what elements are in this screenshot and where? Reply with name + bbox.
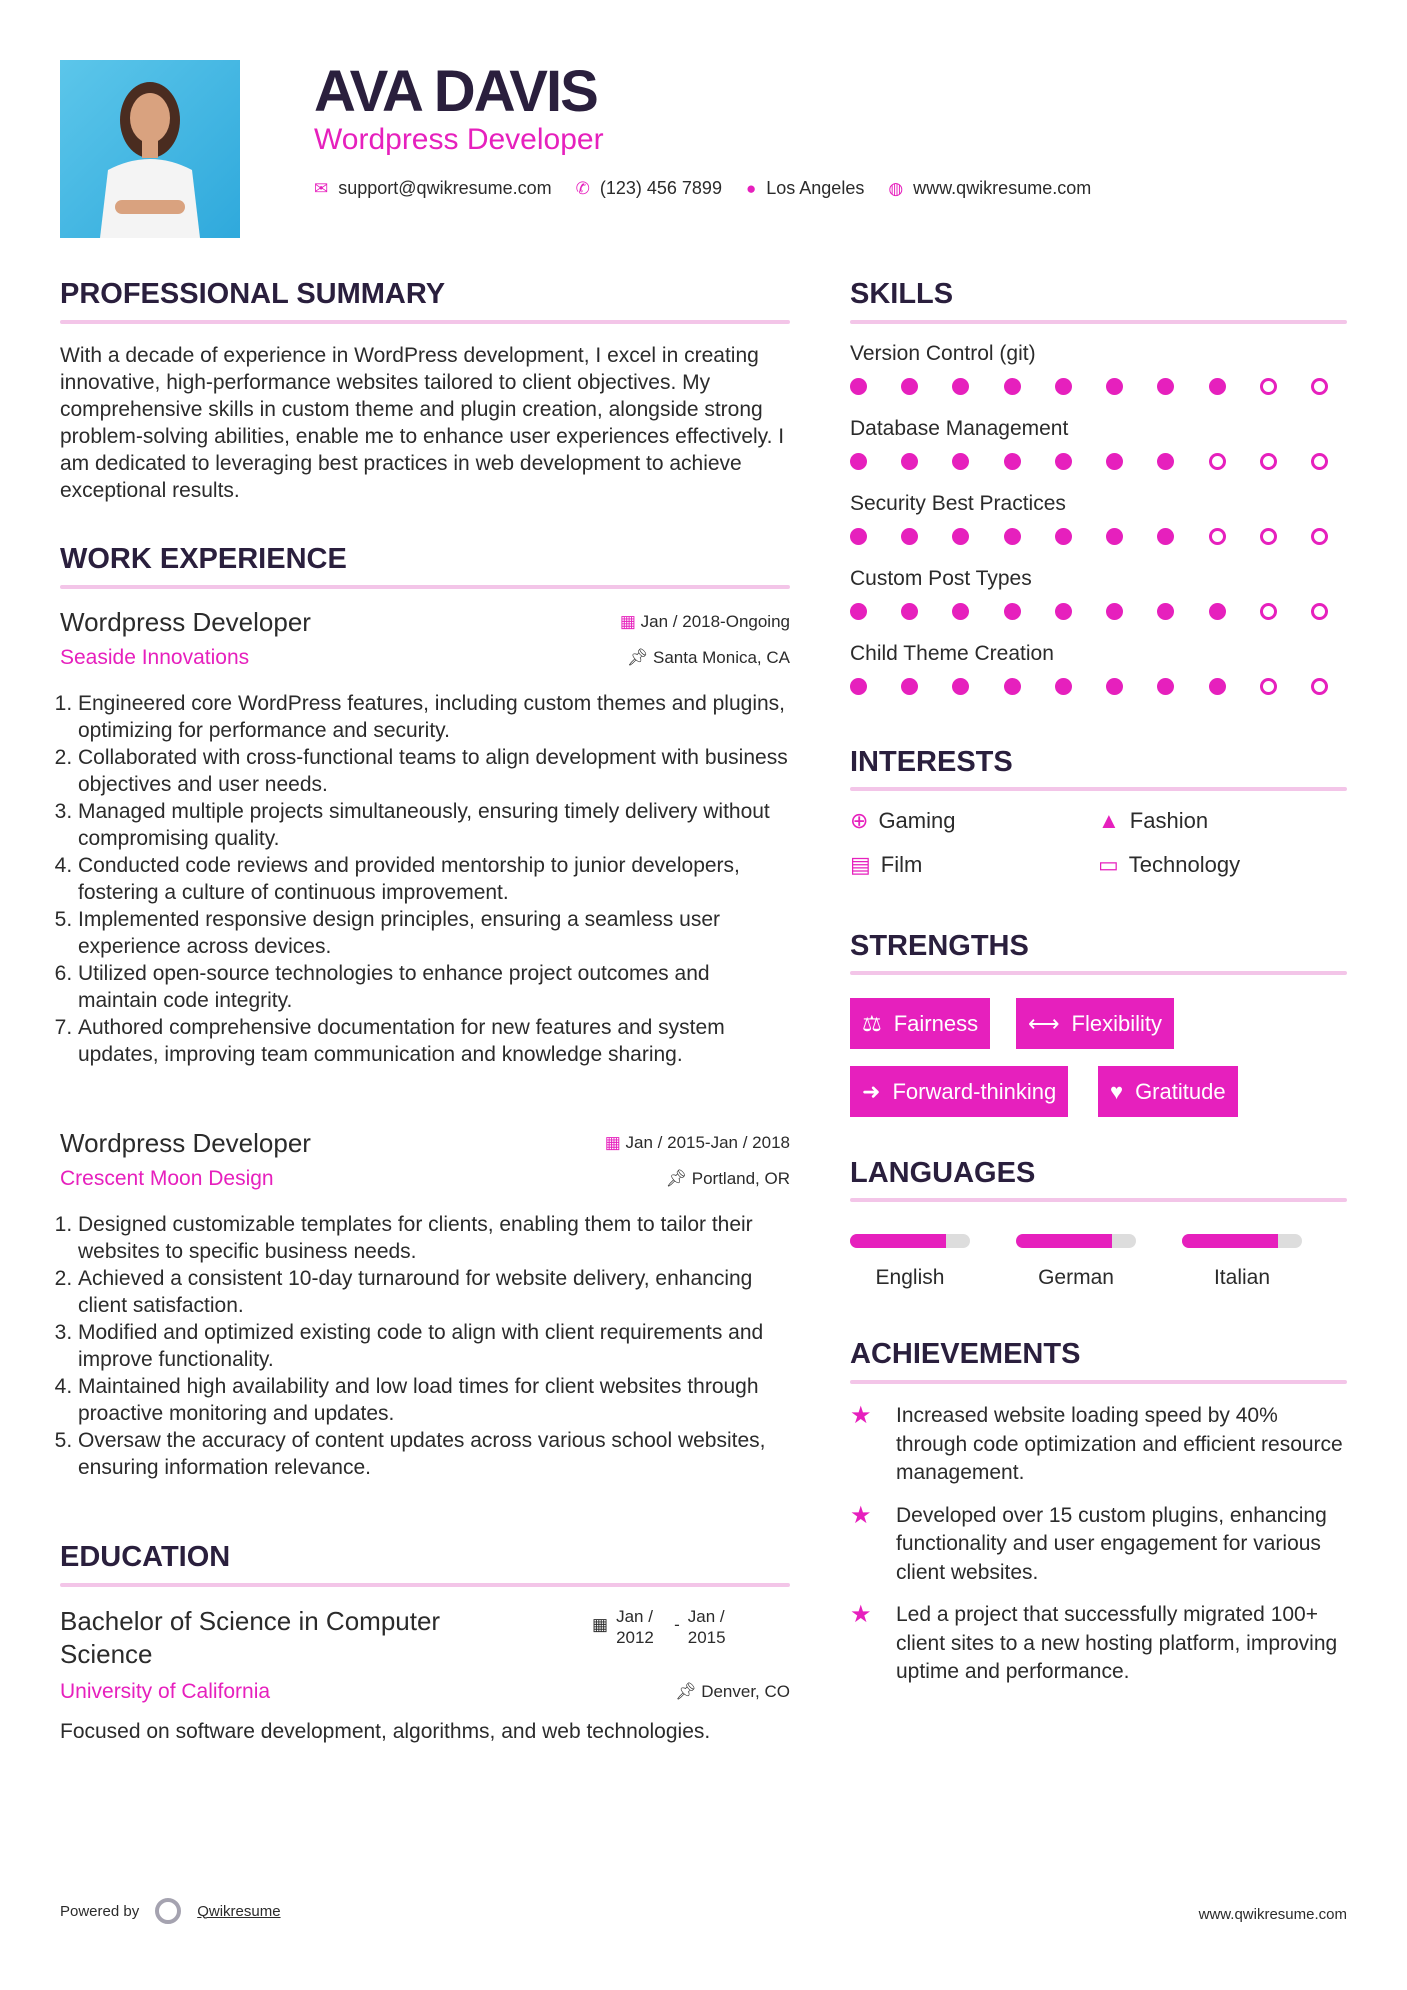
company: Seaside Innovations	[60, 646, 250, 669]
rating-dot-filled	[1055, 678, 1072, 695]
rating-dot-filled	[1004, 453, 1021, 470]
language-level-bar	[1016, 1234, 1136, 1248]
bullet: 1. Designed customizable templates for clients, enabling them to tailor their websites to specific business needs.	[78, 1211, 790, 1265]
achievements-heading: ACHIEVEMENTS	[850, 1338, 1081, 1370]
interest-item	[850, 852, 1098, 878]
education-description: Focused on software development, algorithms, and web technologies.	[60, 1720, 711, 1743]
education-location-wrap	[600, 1682, 790, 1702]
rating-dot-empty	[1311, 528, 1328, 545]
bullet: 4. Conducted code reviews and provided mentorship to junior developers, fostering a culture of continuous improvement.	[78, 852, 790, 906]
rating-dot-empty	[1311, 678, 1328, 695]
achievements-list	[850, 1402, 1350, 1687]
skill-name: Version Control (git)	[850, 342, 1036, 365]
achievement-item	[850, 1402, 1350, 1488]
strength-label: Flexibility	[1071, 1010, 1163, 1036]
rating-dot-filled	[1209, 603, 1226, 620]
achievement-item	[850, 1502, 1350, 1588]
website[interactable]: www.qwikresume.com	[913, 178, 1092, 198]
job-dates: Jan / 2015-Jan / 2018	[625, 1133, 790, 1152]
language-name: English	[875, 1266, 945, 1289]
candidate-title: Wordpress Developer	[314, 123, 604, 156]
phone-icon: ✆	[575, 178, 590, 198]
bullet: 7. Authored comprehensive documentation for new features and system updates, improving team communication and knowledge sharing.	[78, 1014, 790, 1068]
skill-item	[850, 417, 1328, 492]
profile-photo	[60, 60, 240, 238]
skill-item	[850, 642, 1328, 717]
achievement-item	[850, 1601, 1350, 1687]
language-name: German	[1038, 1266, 1114, 1289]
rating-dot-empty	[1311, 378, 1328, 395]
rating-dot-filled	[1157, 453, 1174, 470]
footer-website[interactable]: www.qwikresume.com	[1198, 1906, 1347, 1923]
rating-dot-filled	[1106, 378, 1123, 395]
education-heading: EDUCATION	[60, 1541, 231, 1573]
rating-dot-filled	[1209, 378, 1226, 395]
rating-dot-filled	[1055, 603, 1072, 620]
job-title: Wordpress Developer	[60, 606, 311, 637]
strength-label: Forward-thinking	[892, 1078, 1057, 1104]
language-level-fill	[1016, 1234, 1112, 1248]
language-item	[1016, 1234, 1136, 1290]
job-location: Santa Monica, CA	[652, 648, 790, 667]
skill-name: Database Management	[850, 417, 1069, 440]
bullet: 5. Implemented responsive design principles, ensuring a seamless user experience across devices.	[78, 906, 790, 960]
pin-icon: 📌︎	[674, 1682, 697, 1701]
envelope-icon: ✉	[314, 178, 329, 198]
bullet: 5. Oversaw the accuracy of content updates across various school websites, ensuring information relevance.	[78, 1427, 790, 1481]
rating-dot-filled	[1055, 528, 1072, 545]
rating-dot-filled	[1209, 678, 1226, 695]
qwikresume-link[interactable]: Qwikresume	[197, 1902, 281, 1920]
rating-dot-filled	[1106, 603, 1123, 620]
arrows-h-icon: ⟷	[1028, 1010, 1060, 1036]
education-dates	[592, 1606, 738, 1648]
interest-item	[1098, 808, 1346, 834]
job-bullets	[60, 690, 790, 1068]
calendar-icon: ▦	[619, 612, 636, 631]
rating-dot-empty	[1260, 378, 1277, 395]
laptop-icon: ▭	[1098, 852, 1119, 877]
skills-list	[850, 342, 1328, 717]
contact-bar	[314, 178, 1091, 199]
rating-dot-filled	[901, 678, 918, 695]
achievement-text: Increased website loading speed by 40% through code optimization and efficient resource management.	[896, 1404, 1343, 1484]
star-icon: ★	[850, 1601, 872, 1628]
rating-dot-empty	[1209, 528, 1226, 545]
rating-dot-filled	[952, 678, 969, 695]
rating-dot-filled	[1055, 378, 1072, 395]
interests-heading: INTERESTS	[850, 746, 1013, 778]
divider	[850, 1380, 1347, 1384]
interest-label: Fashion	[1129, 808, 1209, 833]
rating-dot-empty	[1209, 453, 1226, 470]
skill-rating	[850, 603, 1328, 620]
rating-dot-filled	[1157, 678, 1174, 695]
skill-item	[850, 342, 1328, 417]
skill-name: Custom Post Types	[850, 567, 1032, 590]
bullet: 2. Achieved a consistent 10-day turnaround for website delivery, enhancing client satisfaction.	[78, 1265, 790, 1319]
shopping-bag-icon: ▲	[1098, 808, 1120, 833]
rating-dot-empty	[1311, 603, 1328, 620]
language-level-bar	[850, 1234, 970, 1248]
job-title: Wordpress Developer	[60, 1127, 311, 1158]
skills-heading: SKILLS	[850, 278, 954, 310]
job-dates: Jan / 2018-Ongoing	[640, 612, 790, 631]
email[interactable]: support@qwikresume.com	[338, 178, 552, 198]
language-level-bar	[1182, 1234, 1302, 1248]
rating-dot-filled	[952, 528, 969, 545]
footer-powered	[60, 1898, 281, 1924]
skill-rating	[850, 378, 1328, 395]
candidate-name: AVA DAVIS	[314, 59, 597, 124]
language-item	[850, 1234, 970, 1290]
rating-dot-empty	[1311, 453, 1328, 470]
end-date: Jan / 2015	[687, 1607, 726, 1647]
school: University of California	[60, 1680, 271, 1703]
interest-item	[1098, 852, 1346, 878]
achievement-text: Led a project that successfully migrated 100+ client sites to a new hosting platform, improving uptime and performance.	[896, 1603, 1338, 1683]
rating-dot-filled	[1157, 603, 1174, 620]
heart-icon: ♥	[1110, 1078, 1124, 1104]
rating-dot-filled	[1055, 453, 1072, 470]
language-level-fill	[850, 1234, 946, 1248]
divider	[60, 585, 790, 589]
divider	[850, 1198, 1347, 1202]
rating-dot-filled	[1004, 678, 1021, 695]
bullet: 4. Maintained high availability and low load times for client websites through proactive monitoring and updates.	[78, 1373, 790, 1427]
rating-dot-filled	[1004, 378, 1021, 395]
rating-dot-filled	[850, 453, 867, 470]
rating-dot-filled	[1004, 603, 1021, 620]
location: Los Angeles	[766, 178, 865, 198]
film-icon: ▤	[850, 852, 871, 877]
gamepad-icon: ⊕	[850, 808, 869, 833]
rating-dot-filled	[901, 603, 918, 620]
rating-dot-empty	[1260, 453, 1277, 470]
language-name: Italian	[1213, 1266, 1271, 1289]
job-location: Portland, OR	[691, 1169, 790, 1188]
job-entry	[60, 1127, 790, 1481]
strength-chip	[850, 998, 990, 1049]
pin-icon: 📌︎	[665, 1169, 687, 1188]
skill-item	[850, 567, 1328, 642]
start-date: Jan / 2012	[616, 1607, 654, 1647]
rating-dot-empty	[1260, 528, 1277, 545]
rating-dot-filled	[850, 678, 867, 695]
divider	[60, 320, 790, 324]
star-icon: ★	[850, 1402, 872, 1429]
language-level-fill	[1182, 1234, 1278, 1248]
pin-icon: 📌︎	[626, 648, 649, 667]
languages-list	[850, 1234, 1302, 1290]
rating-dot-filled	[1157, 378, 1174, 395]
qwikresume-logo-icon	[155, 1898, 181, 1924]
skill-rating	[850, 678, 1328, 695]
job-bullets	[60, 1211, 790, 1481]
rating-dot-filled	[901, 378, 918, 395]
rating-dot-filled	[901, 453, 918, 470]
rating-dot-filled	[901, 528, 918, 545]
summary-text: With a decade of experience in WordPress development, I excel in creating innovative, high-performance websites tailored to client objectives. My comprehensive skills in custom theme and plugin creation, alongside strong problem-solving abilities, enable me to enhance user experiences effectively. I am dedicated to leveraging best practices in web development to achieve exceptional results.	[60, 344, 785, 502]
bullet: 6. Utilized open-source technologies to enhance project outcomes and maintain code integrity.	[78, 960, 790, 1014]
achievement-text: Developed over 15 custom plugins, enhancing functionality and user engagement for various client websites.	[896, 1503, 1327, 1584]
interest-label: Gaming	[878, 808, 956, 833]
interests-list	[850, 808, 1346, 878]
rating-dot-filled	[952, 603, 969, 620]
rating-dot-filled	[850, 378, 867, 395]
rating-dot-filled	[1106, 678, 1123, 695]
interest-label: Film	[880, 852, 923, 877]
skill-item	[850, 492, 1328, 567]
bullet: 1. Engineered core WordPress features, including custom themes and plugins, optimizing for performance and security.	[78, 690, 790, 744]
strength-chip	[850, 1066, 1068, 1117]
strengths-heading: STRENGTHS	[850, 930, 1029, 962]
skill-rating	[850, 453, 1328, 470]
education-location: Denver, CO	[701, 1682, 790, 1701]
rating-dot-filled	[1157, 528, 1174, 545]
skill-name: Security Best Practices	[850, 492, 1066, 515]
phone: (123) 456 7899	[599, 178, 722, 198]
powered-by-text: Powered by	[60, 1902, 140, 1920]
strength-label: Gratitude	[1135, 1078, 1226, 1104]
company: Crescent Moon Design	[60, 1167, 274, 1190]
skill-name: Child Theme Creation	[850, 642, 1054, 665]
divider	[850, 320, 1347, 324]
summary-heading: PROFESSIONAL SUMMARY	[60, 278, 446, 310]
rating-dot-empty	[1260, 603, 1277, 620]
bullet: 3. Managed multiple projects simultaneously, ensuring timely delivery without compromising quality.	[78, 798, 790, 852]
date-separator: -	[674, 1615, 680, 1634]
interest-label: Technology	[1128, 852, 1241, 877]
arrow-right-icon: ➜	[862, 1078, 881, 1104]
rating-dot-filled	[850, 528, 867, 545]
strength-chip	[1098, 1066, 1238, 1117]
rating-dot-filled	[1106, 528, 1123, 545]
divider	[850, 787, 1347, 791]
rating-dot-filled	[850, 603, 867, 620]
rating-dot-filled	[1004, 528, 1021, 545]
map-marker-icon: ●	[745, 178, 757, 198]
bullet: 2. Collaborated with cross-functional teams to align development with business objectives and user needs.	[78, 744, 790, 798]
star-icon: ★	[850, 1501, 872, 1529]
rating-dot-filled	[952, 453, 969, 470]
experience-heading: WORK EXPERIENCE	[60, 543, 347, 575]
divider	[850, 971, 1347, 975]
interest-item	[850, 808, 1098, 834]
rating-dot-filled	[1106, 453, 1123, 470]
degree: Bachelor of Science in Computer Science	[60, 1606, 441, 1669]
rating-dot-empty	[1260, 678, 1277, 695]
job-entry	[60, 606, 790, 1068]
strength-label: Fairness	[893, 1010, 979, 1036]
rating-dot-filled	[952, 378, 969, 395]
languages-heading: LANGUAGES	[850, 1157, 1036, 1189]
bullet: 3. Modified and optimized existing code to align with client requirements and improve functionality.	[78, 1319, 790, 1373]
globe-icon: ◍	[888, 178, 904, 198]
divider	[60, 1583, 790, 1587]
calendar-icon: ▦	[604, 1133, 621, 1152]
calendar-icon: ▦	[592, 1615, 609, 1634]
skill-rating	[850, 528, 1328, 545]
strength-chip	[1016, 998, 1174, 1049]
language-item	[1182, 1234, 1302, 1290]
balance-scale-icon: ⚖	[862, 1010, 882, 1036]
